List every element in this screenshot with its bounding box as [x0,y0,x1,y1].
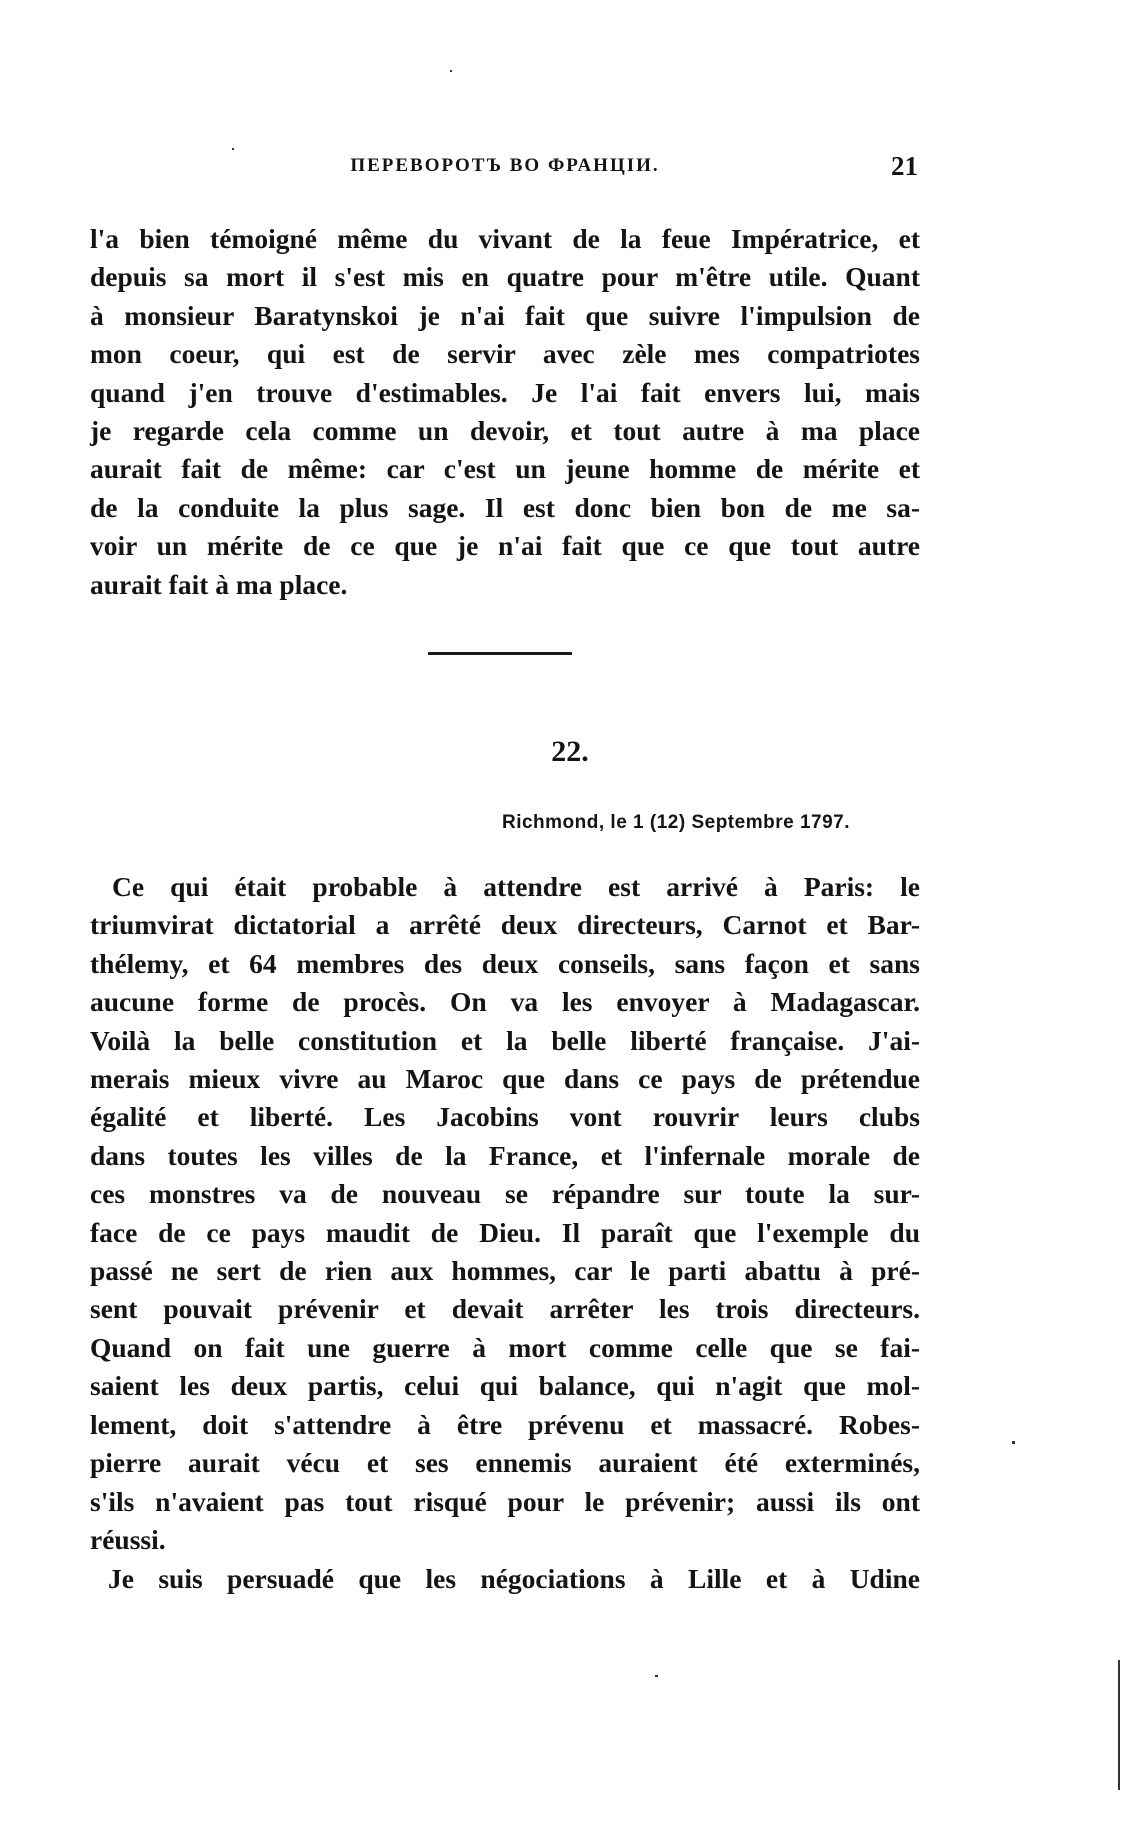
text-line: quand j'en trouve d'estimables. Je l'ai fait envers lui, mais [90,376,920,408]
text-line: Voilà la belle constitution et la belle liberté française. J'ai- [90,1024,920,1056]
scan-edge-mark [1118,1660,1120,1790]
text-line: lement, doit s'attendre à être prévenu et massacré. Robes- [90,1408,920,1440]
letter-number: 22. [551,735,589,768]
text-line: aurait fait de même: car c'est un jeune homme de mérite et [90,453,920,485]
text-line: sent pouvait prévenir et devait arrêter les trois directeurs. [90,1293,920,1325]
scan-speck [232,148,234,150]
scan-speck [655,1675,658,1677]
text-line: de la conduite la plus sage. Il est donc bien bon de me sa- [90,491,920,523]
text-line: thélemy, et 64 membres des deux conseils, sans façon et sans [90,947,920,979]
text-line: Ce qui était probable à attendre est arrivé à Paris: le [112,871,920,902]
text-line: face de ce pays maudit de Dieu. Il paraît que l'exemple du [90,1216,920,1248]
text-line: s'ils n'avaient pas tout risqué pour le prévenir; aussi ils ont [90,1485,920,1517]
text-line: aurait fait à ma place. [90,568,348,600]
scan-speck [1012,1441,1015,1444]
running-title: ПЕРЕВОРОТЪ ВО ФРАНЦІИ. [350,155,660,176]
text-line: triumvirat dictatorial a arrêté deux directeurs, Carnot et Bar- [90,909,920,941]
text-line: aucune forme de procès. On va les envoyer à Madagascar. [90,986,920,1018]
text-line: à monsieur Baratynskoi je n'ai fait que suivre l'impulsion de [90,299,920,331]
text-line: pierre aurait vécu et ses ennemis auraient été exterminés, [90,1447,920,1479]
paragraph-3 [90,1560,920,1598]
paragraph-1 [90,220,920,604]
text-line: l'a bien témoigné même du vivant de la feue Impératrice, et [90,223,920,254]
text-line: voir un mérite de ce que je n'ai fait que ce que tout autre [90,530,920,562]
text-line: saient les deux partis, celui qui balance, qui n'agit que mol- [90,1370,920,1402]
text-line: mon coeur, qui est de servir avec zèle mes compatriotes [90,338,920,370]
page-number: 21 [891,151,918,181]
letter-dateline: Richmond, le 1 (12) Septembre 1797. [501,812,850,833]
text-line: passé ne sert de rien aux hommes, car le parti abattu à pré- [90,1255,920,1287]
section-divider [428,652,572,655]
text-line: Je suis persuadé que les négociations à Lille et à Udine [108,1563,920,1594]
text-line: Quand on fait une guerre à mort comme celle que se fai- [90,1331,920,1363]
text-line: merais mieux vivre au Maroc que dans ce pays de prétendue [90,1063,920,1095]
text-line: je regarde cela comme un devoir, et tout autre à ma place [90,415,920,447]
text-line: depuis sa mort il s'est mis en quatre pour m'être utile. Quant [90,261,920,293]
text-line: ces monstres va de nouveau se répandre sur toute la sur- [90,1178,920,1210]
scan-speck [450,70,452,72]
running-head [92,151,918,185]
text-line: égalité et liberté. Les Jacobins vont rouvrir leurs clubs [90,1101,920,1133]
text-line: dans toutes les villes de la France, et l'infernale morale de [90,1139,920,1171]
text-line: réussi. [90,1523,166,1555]
paragraph-2 [90,868,920,1559]
